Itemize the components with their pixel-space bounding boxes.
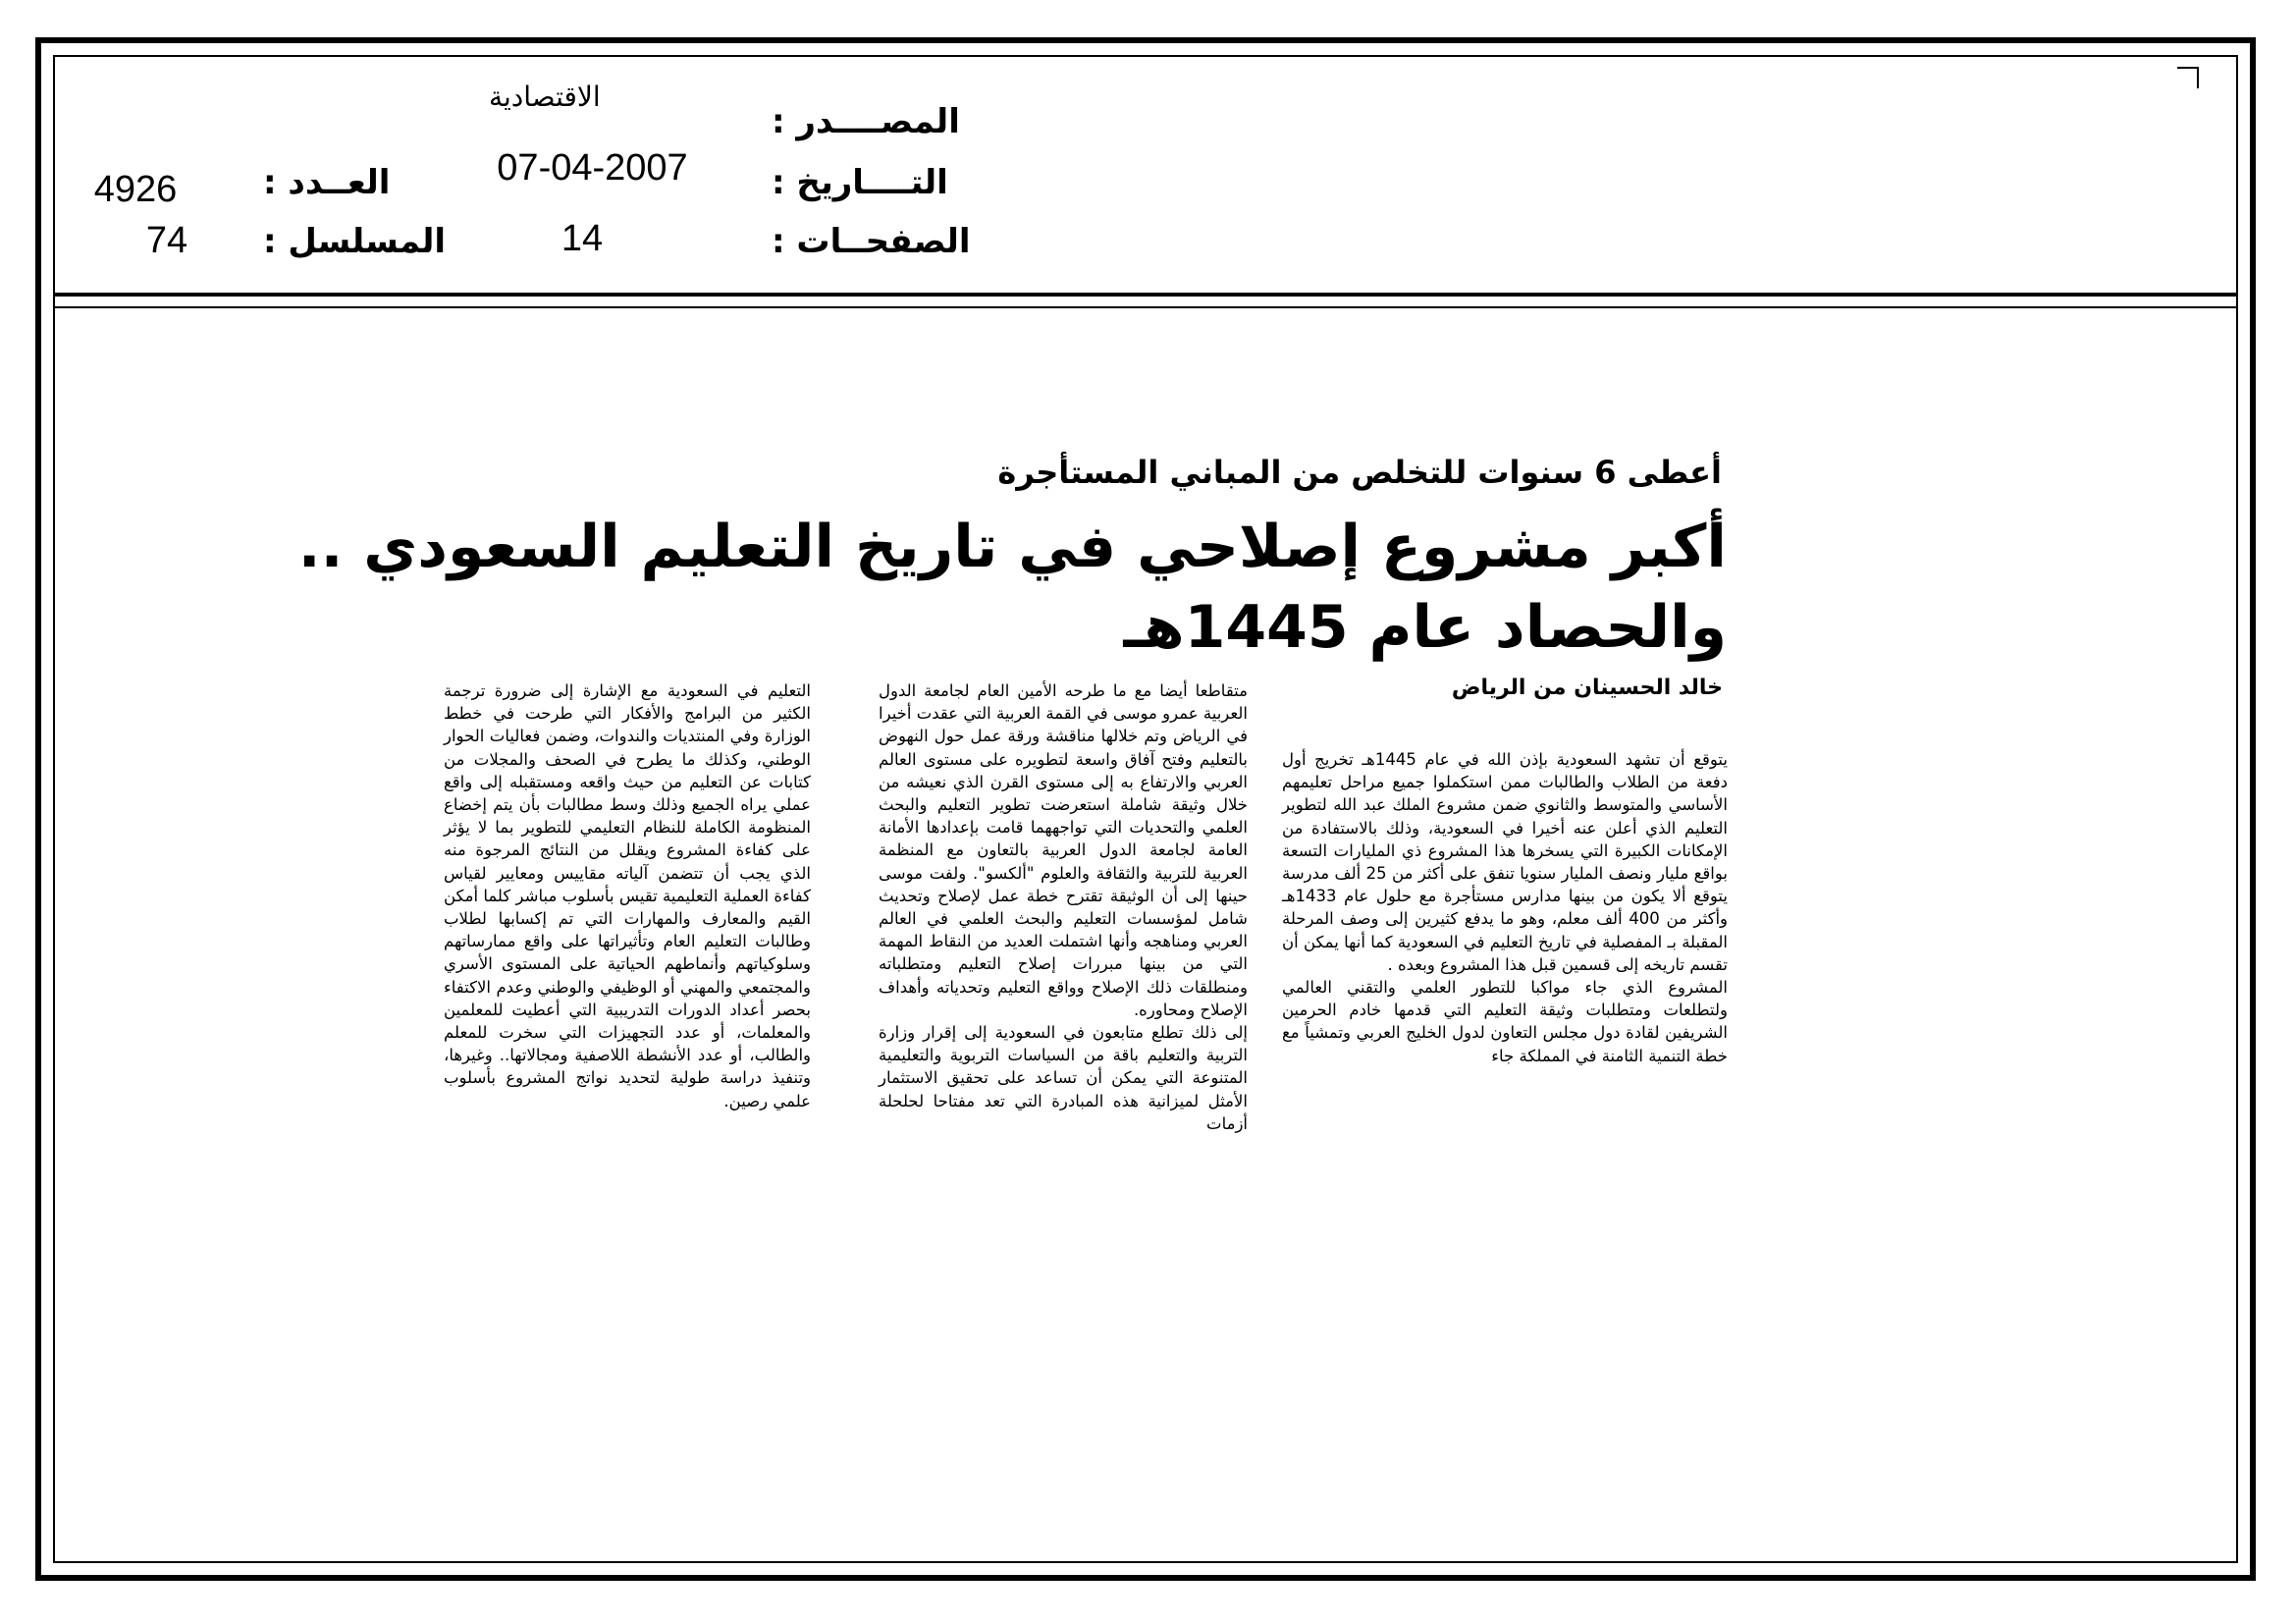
issue-label: العــدد : bbox=[263, 163, 391, 202]
serial-value: 74 bbox=[145, 220, 188, 261]
paragraph: التعليم في السعودية مع الإشارة إلى ضرورة ترجمة الكثير من البرامج والأفكار التي طرحت في خطط الوزارة وفي المنتديات والندوات، وضمن فعاليات الحوار الوطني، وكذلك ما يطرح في الصحف والمجلات من كتابات عن التعليم من حيث واقعه ومستقبله إلى واقع عملي يراه الجميع وذلك وسط مطالبات بأن يتم إخضاع المنظومة الكاملة للنظام التعليمي للتطوير بما لا يؤثر على كفاءة المشروع ويقلل من النتائج المرجوة منه الذي يجب أن تتضمن آلياته مقاييس ومعايير لقياس كفاءة العملية التعليمية تقيس بأسلوب مباشر كلما أمكن القيم والمعارف والمهارات التي تم إكسابها لطلاب وطالبات التعليم العام وتأثيراتها على واقع ممارساتهم وسلوكياتهم وأنماطهم الحياتية على المستوى الأسري والمجتمعي والمهني أو الوظيفي والوطني وعدم الاكتفاء بحصر أعداد الدورات التدريبية التي أعطيت للمعلمين والمعلمات، أو عدد التجهيزات التي سخرت للمعلم والطالب، أو عدد الأنشطة اللاصفية ومجالاتها.. وغيرها، وتنفيذ دراسة طولية لتحديد نواتج المشروع بأسلوب علمي رصين. bbox=[444, 681, 811, 1110]
headline-line2: والحصاد عام 1445هـ bbox=[1123, 593, 1727, 662]
header-divider-thick bbox=[53, 293, 2238, 297]
issue-value: 4926 bbox=[93, 169, 178, 210]
paragraph: المشروع الذي جاء مواكبا للتطور العلمي والتقني العالمي ولتطلعات ومتطلبات وثيقة التعليم التي قدمها خادم الحرمين الشريفين لقادة دول مجلس التعاون لدول الخليج العربي وتمشياً مع خطة التنمية الثامنة في المملكة جاء bbox=[1282, 978, 1728, 1065]
article-kicker: أعطى 6 سنوات للتخلص من المباني المستأجرة bbox=[997, 454, 1722, 491]
source-value: الاقتصادية bbox=[489, 81, 601, 113]
headline-line1: أكبر مشروع إصلاحي في تاريخ التعليم السعودي .. bbox=[297, 513, 1727, 581]
date-value: 07-04-2007 bbox=[497, 147, 688, 189]
corner-mark bbox=[2177, 67, 2199, 88]
article-column-1 bbox=[1282, 748, 1728, 1067]
byline: خالد الحسينان من الرياض bbox=[1451, 676, 1723, 700]
pages-value: 14 bbox=[561, 218, 604, 259]
article-column-3 bbox=[444, 679, 811, 1112]
source-label: المصــــدر : bbox=[772, 102, 960, 141]
paragraph: متقاطعا أيضا مع ما طرحه الأمين العام لجامعة الدول العربية عمرو موسى في القمة العربية التي عقدت أخيرا في الرياض وتم خلالها مناقشة ورقة عمل حول النهوض بالتعليم وفتح آفاق واسعة لتطويره على مستوى العالم العربي والارتفاع به إلى مستوى القرن الذي نعيشه من خلال وثيقة شاملة استعرضت تطوير التعليم والبحث العلمي والتحديات التي تواجههما قامت بإعدادها الأمانة العامة لجامعة الدول العربية بالتعاون مع المنظمة العربية للتربية والثقافة والعلوم "ألكسو". ولفت موسى حينها إلى أن الوثيقة تقترح خطة عمل لإصلاح وتحديث شامل لمؤسسات التعليم والبحث العلمي في العالم العربي ومناهجه وأنها اشتملت العديد من النقاط المهمة التي من بينها مبررات إصلاح التعليم ومتطلباته ومنطلقات ذلك الإصلاح وواقع التعليم وتحدياته وأهداف الإصلاح ومحاوره. bbox=[879, 681, 1248, 1019]
header-divider-thin bbox=[53, 306, 2238, 308]
pages-label: الصفحــات : bbox=[772, 222, 971, 261]
serial-label: المسلسل : bbox=[263, 222, 447, 261]
date-label: التــــاريخ : bbox=[772, 163, 948, 202]
paragraph: إلى ذلك تطلع متابعون في السعودية إلى إقرار وزارة التربية والتعليم باقة من السياسات التربوية والتعليمية المتنوعة التي يمكن أن تساعد على تحقيق الاستثمار الأمثل لميزانية هذه المبادرة التي تعد مفتاحا لحلحلة أزمات bbox=[879, 1023, 1248, 1133]
article-column-2 bbox=[879, 679, 1248, 1135]
paragraph: يتوقع أن تشهد السعودية بإذن الله في عام 1445هـ تخريج أول دفعة من الطلاب والطالبات ممن استكملوا جميع مراحل تعليمهم الأساسي والمتوسط والثانوي ضمن مشروع الملك عبد الله لتطوير التعليم الذي أعلن عنه أخيرا في السعودية، وذلك بالاستفادة من الإمكانات الكبيرة التي يسخرها هذا المشروع ذي المليارات التسعة بواقع مليار ونصف المليار سنويا تنفق على أكثر من 25 ألف مدرسة يتوقع ألا يكون من بينها مدارس مستأجرة مع حلول عام 1433هـ وأكثر من 400 ألف معلم، وهو ما يدفع كثيرين إلى وصف المرحلة المقبلة بـ المفصلية في تاريخ التعليم في السعودية كما أنها يمكن أن تقسم تاريخه إلى قسمين قبل هذا المشروع وبعده . bbox=[1282, 750, 1728, 974]
